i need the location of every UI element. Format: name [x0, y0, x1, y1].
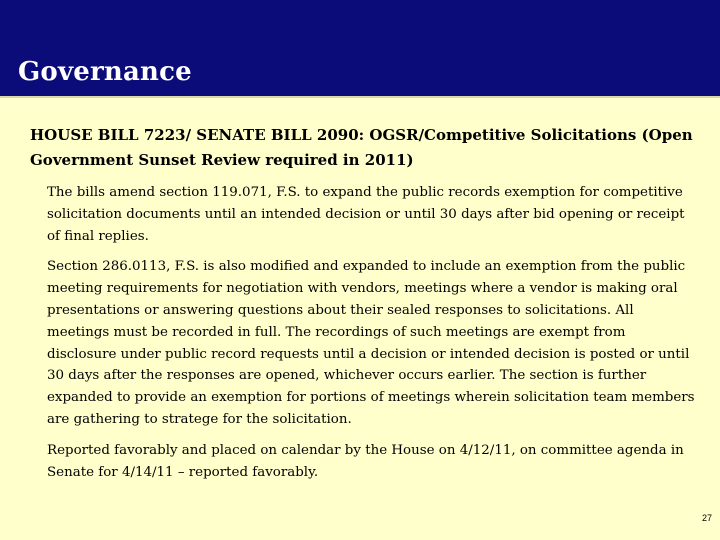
header-divider: [0, 96, 720, 98]
paragraph-section-286: Section 286.0113, F.S. is also modified and expanded to include an exemption from the public meeting requirements for negotiation with vendors, meetings where a vendor is making oral presentations or answering questions about their sealed responses to solicitations. All meetings must be recorded in full. The recordings of such meetings are exempt from disclosure under public record requests until a decision or intended decision is posted or until 30 days after the responses are opened, whichever occurs earlier. The section is further expanded to provide an exemption for portions of meetings wherein solicitation team members are gathering to stratege for the solicitation.: [47, 259, 695, 427]
paragraph-bill-amendment: The bills amend section 119.071, F.S. to expand the public records exemption for competitive solicitation documents until an intended decision or until 30 days after bid opening or receipt of final replies.: [47, 185, 685, 244]
paragraph-status: Reported favorably and placed on calendar by the House on 4/12/11, on committee agenda in Senate for 4/14/11 – reported favorably.: [47, 442, 684, 480]
slide-title: Governance: [18, 57, 192, 87]
page-number: 27: [701, 513, 712, 523]
body-paragraphs: [47, 182, 699, 492]
bill-heading: HOUSE BILL 7223/ SENATE BILL 2090: OGSR/Competitive Solicitations (Open Government Sunset Review required in 2011): [30, 126, 693, 169]
